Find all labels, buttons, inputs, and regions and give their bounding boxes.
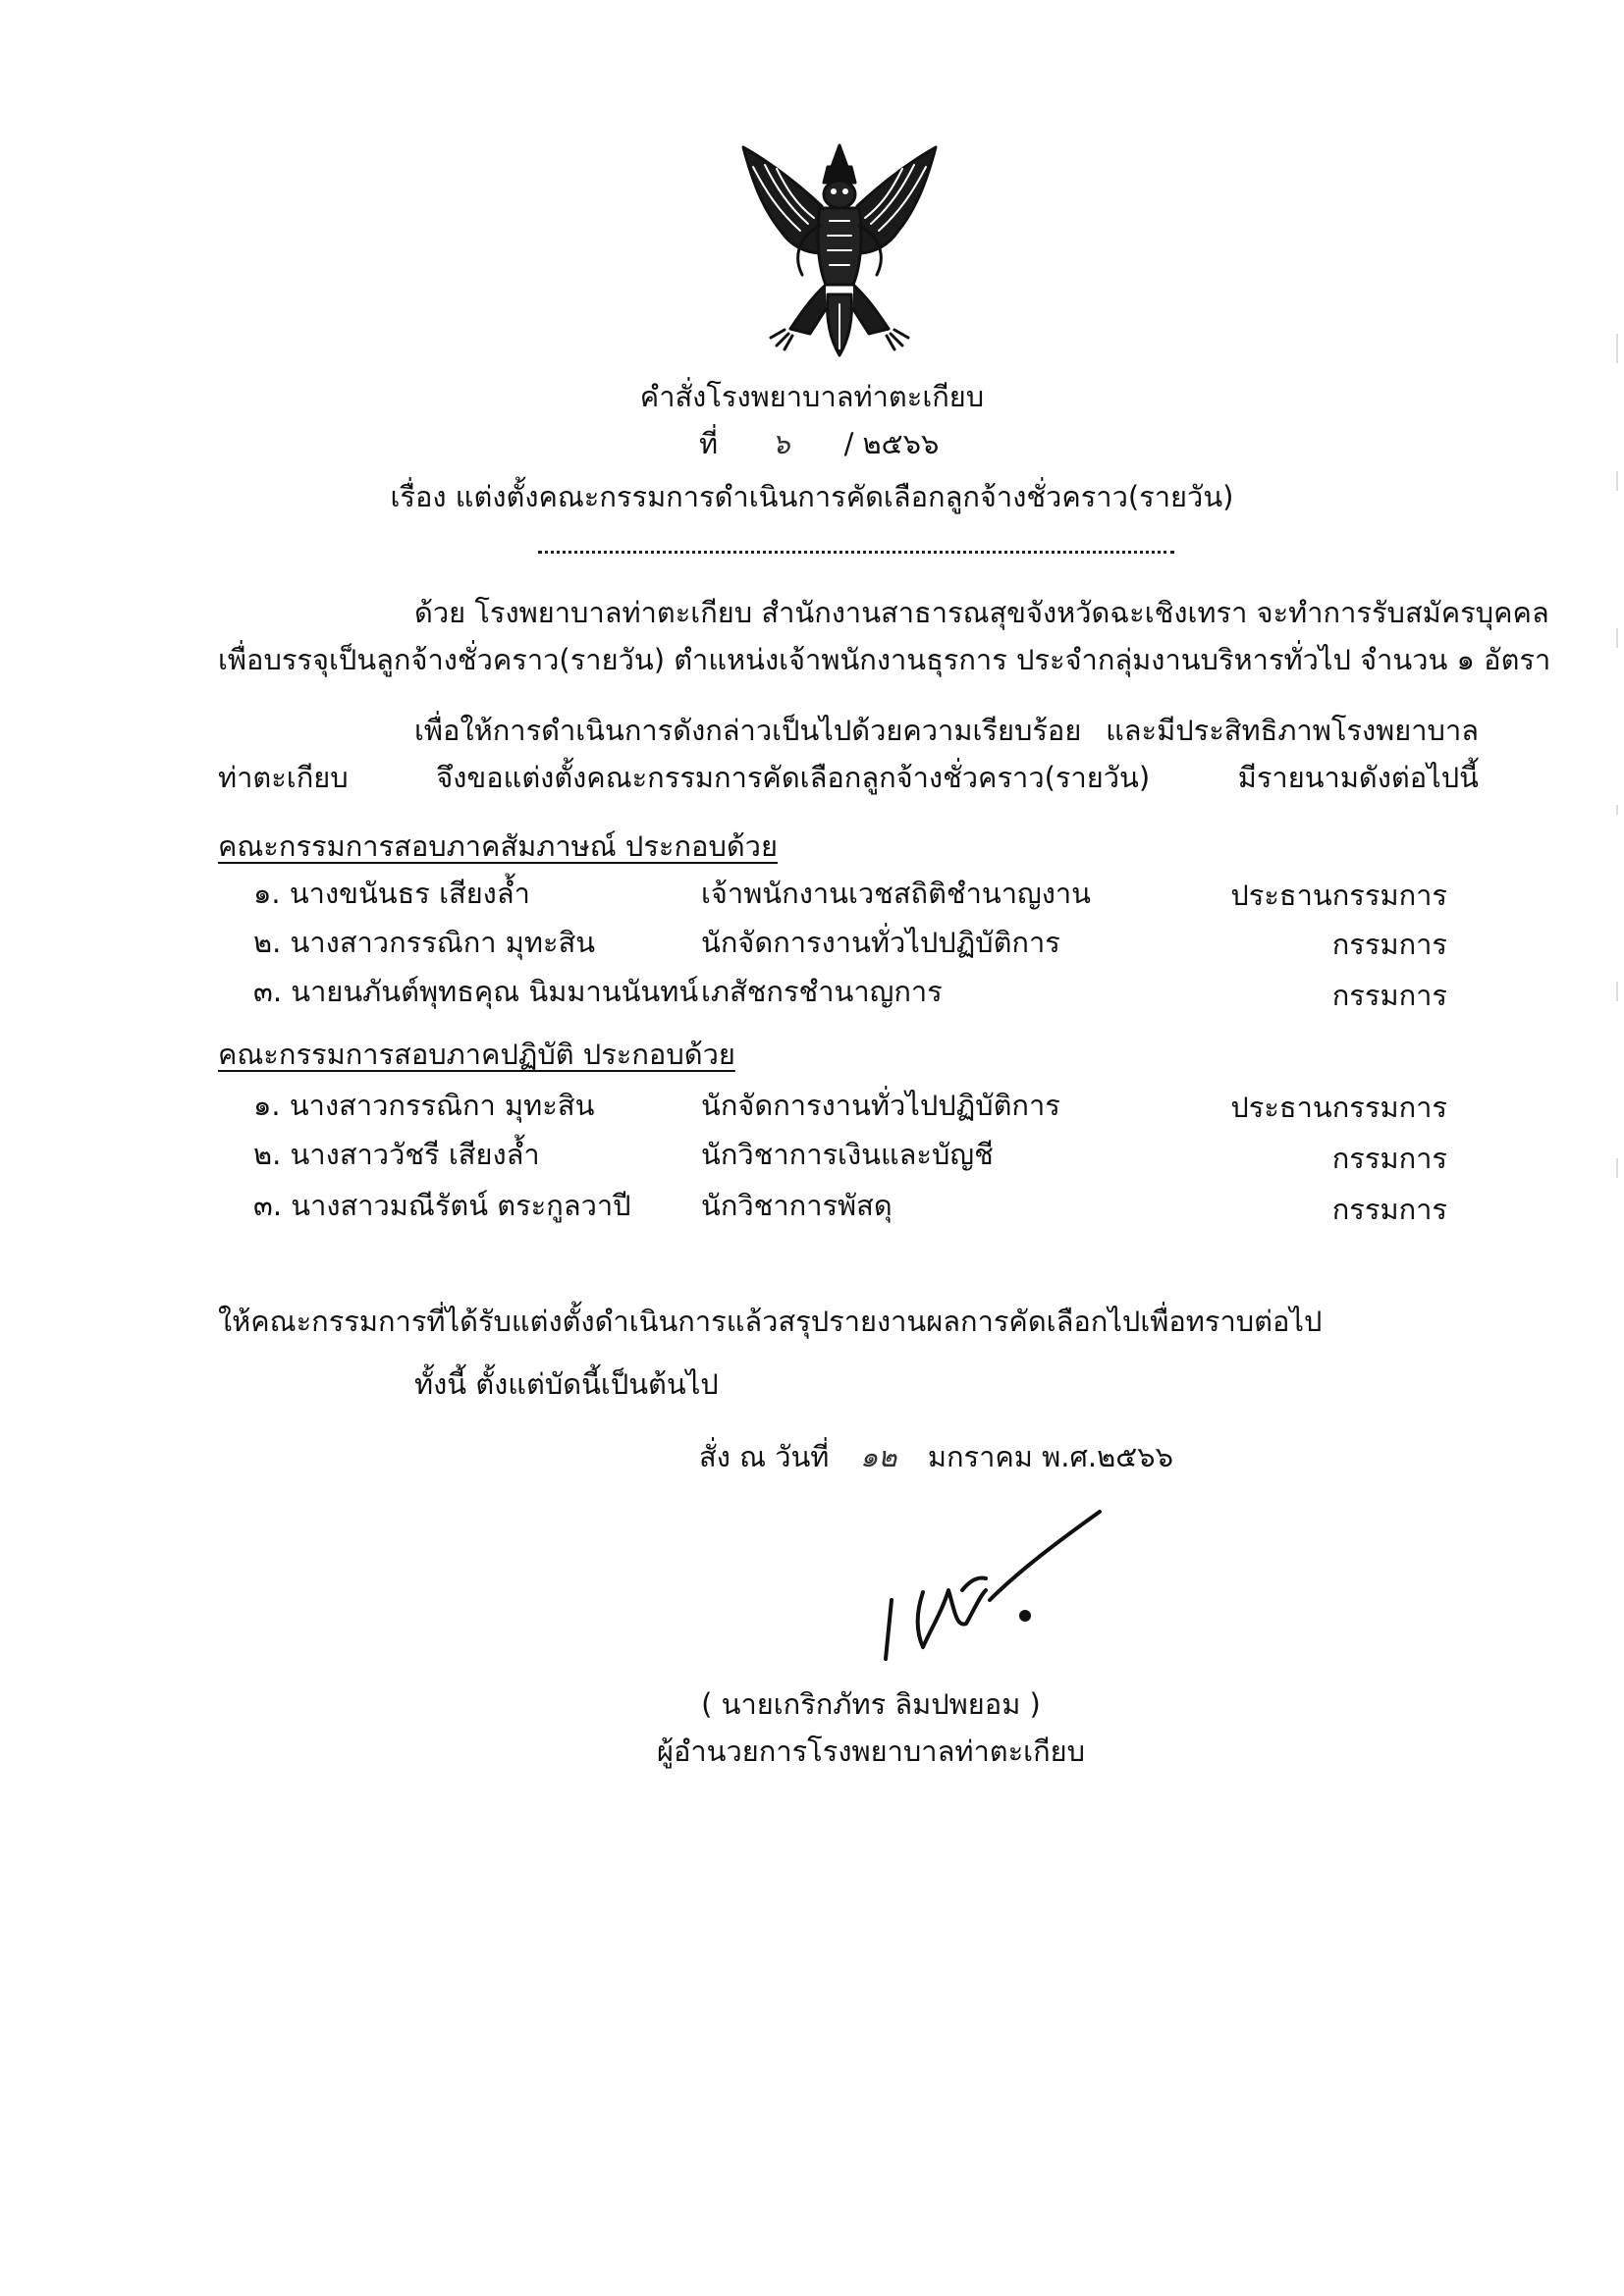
handwritten-signature-icon [872, 1502, 1108, 1679]
date-prefix: สั่ง ณ วันที่ [699, 1440, 830, 1473]
garuda-emblem-icon [731, 137, 947, 363]
paragraph-1-line-1: ด้วย โรงพยาบาลท่าตะเกียบ สำนักงานสาธารณสุขจังหวัดฉะเชิงเทรา จะทำการรับสมัครบุคคล [414, 596, 1549, 629]
order-number-label: ที่ [699, 427, 719, 460]
member-role: กรรมการ [1331, 1142, 1447, 1175]
effective-date-statement: ทั้งนี้ ตั้งแต่บัดนี้เป็นต้นไป [414, 1367, 719, 1401]
order-number-suffix: / ๒๕๖๖ [843, 427, 940, 460]
member-role: กรรมการ [1331, 1193, 1447, 1226]
interview-committee-heading: คณะกรรมการสอบภาคสัมภาษณ์ ประกอบด้วย [218, 829, 778, 863]
member-position: นักจัดการงานทั่วไปปฏิบัติการ [701, 926, 1060, 959]
paragraph-1-line-2: เพื่อบรรจุเป็นลูกจ้างชั่วคราว(รายวัน) ตำแหน่งเจ้าพนักงานธุรการ ประจำกลุ่มงานบริหารทั่วไป จำนวน ๑ อัตรา [218, 643, 1551, 676]
member-position: เภสัชกรชำนาญการ [701, 975, 943, 1008]
signatory-name: ( นายเกริกภัทร ลิมปพยอม ) [701, 1687, 1041, 1721]
paragraph-2-line-2: ท่าตะเกียบ จึงขอแต่งตั้งคณะกรรมการคัดเลือกลูกจ้างชั่วคราว(รายวัน) มีรายนามดังต่อไปนี้ [218, 761, 1479, 794]
dotted-divider [538, 551, 1174, 554]
member-name: ๑. นางขนันธร เสียงล้ำ [253, 877, 530, 910]
member-name: ๓. นางสาวมณีรัตน์ ตระกูลวาปี [253, 1189, 631, 1222]
date-day-handwritten: ๑๒ [859, 1440, 897, 1473]
paragraph-2-line-1: เพื่อให้การดำเนินการดังกล่าวเป็นไปด้วยความเรียบร้อย และมีประสิทธิภาพโรงพยาบาล [414, 714, 1479, 747]
order-number-handwritten: ๖ [772, 427, 790, 460]
member-role: กรรมการ [1331, 928, 1447, 961]
member-role: ประธานกรรมการ [1230, 1091, 1447, 1124]
practical-committee-heading: คณะกรรมการสอบภาคปฏิบัติ ประกอบด้วย [218, 1038, 735, 1071]
scan-edge-marks [1614, 294, 1620, 1374]
member-name: ๒. นางสาวกรรณิกา มุทะสิน [253, 926, 596, 959]
member-position: นักวิชาการเงินและบัญชี [701, 1138, 994, 1171]
member-role: ประธานกรรมการ [1230, 879, 1447, 912]
order-date [699, 1437, 1173, 1476]
member-name: ๒. นางสาววัชรี เสียงล้ำ [253, 1138, 540, 1171]
order-title: คำสั่งโรงพยาบาลท่าตะเกียบ [639, 380, 985, 413]
closing-instruction: ให้คณะกรรมการที่ได้รับแต่งตั้งดำเนินการแล้วสรุปรายงานผลการคัดเลือกไปเพื่อทราบต่อไป [218, 1305, 1323, 1338]
signatory-title: ผู้อำนวยการโรงพยาบาลท่าตะเกียบ [656, 1735, 1086, 1768]
member-position: นักวิชาการพัสดุ [701, 1189, 893, 1222]
member-name: ๑. นางสาวกรรณิกา มุทะสิน [253, 1089, 595, 1122]
member-role: กรรมการ [1331, 979, 1447, 1012]
member-position: เจ้าพนักงานเวชสถิติชำนาญงาน [701, 877, 1091, 910]
order-number [699, 424, 939, 463]
order-subject: เรื่อง แต่งตั้งคณะกรรมการดำเนินการคัดเลือกลูกจ้างชั่วคราว(รายวัน) [390, 480, 1234, 513]
member-position: นักจัดการงานทั่วไปปฏิบัติการ [701, 1089, 1060, 1122]
date-suffix: มกราคม พ.ศ.๒๕๖๖ [927, 1440, 1173, 1473]
member-name: ๓. นายนภันต์พุทธคุณ นิมมานนันทน์ [253, 975, 699, 1008]
